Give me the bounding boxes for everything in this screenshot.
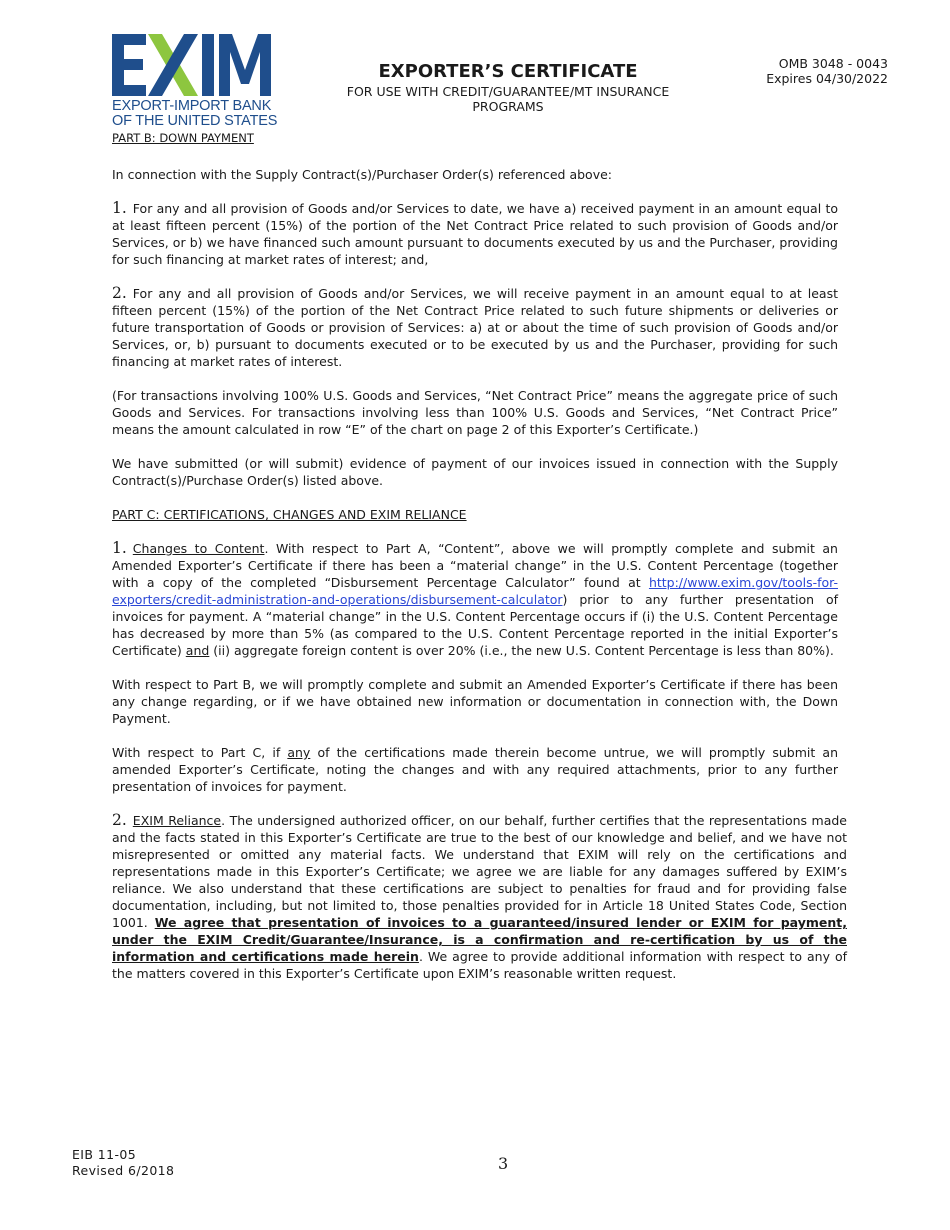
and-word: and (185, 643, 210, 658)
item-number: 1. (112, 199, 127, 217)
text-a: With respect to Part C, if (112, 745, 288, 760)
exim-logo (112, 34, 278, 129)
exim-wordmark-graphic (112, 34, 272, 96)
item-title: Changes to Content (132, 541, 265, 556)
item-text-b: ) prior to any further presentation of invoices for payment. A “material change” in the U.S. Content Percentage occurs if (i) the U.S. Content Percentage has decreased by more than 5% (as compared to the U.S. Content Percentage reported in the initial Exporter’s Certificate) (112, 592, 838, 658)
part-b-label: PART B: DOWN PAYMENT (112, 131, 254, 145)
any-word: any (287, 745, 311, 760)
item-text-c: (ii) aggregate foreign content is over 20% (i.e., the new U.S. Content Percentage is less than 80%). (209, 643, 834, 658)
document-subtitle: FOR USE WITH CREDIT/GUARANTEE/MT INSURANCE PROGRAMS (346, 84, 670, 114)
part-b-intro: In connection with the Supply Contract(s)/Purchaser Order(s) referenced above: (112, 167, 612, 182)
net-contract-price-note: (For transactions involving 100% U.S. Goods and Services, “Net Contract Price” means the aggregate price of such Goods and Services. For transactions involving less than 100% U.S. Goods and Services, “Net Contract Price” means the amount calculated in row “E” of the chart on page 2 of this Exporter’s Certificate.) (112, 388, 838, 437)
footer-form-info (72, 1147, 174, 1179)
revision-date: Revised 6/2018 (72, 1163, 175, 1178)
part-b-item-1 (112, 200, 838, 268)
item-number: 2. (112, 284, 127, 302)
item-title-end: . (264, 541, 269, 556)
text-b: of the certifications made therein become untrue, we will promptly submit an amended Exporter’s Certificate, noting the changes and with any required attachments, prior to any further presentation of invoices for payment. (112, 745, 838, 794)
item-number: 2. (112, 811, 127, 829)
item-text-b: . We agree to provide additional information with respect to any of the matters covered in this Exporter’s Certificate upon EXIM’s reasonable written request. (112, 949, 847, 981)
item-title-end: . (221, 813, 226, 828)
omb-number: OMB 3048 - 0043 (778, 56, 888, 71)
recertification-statement: We agree that presentation of invoices to a guaranteed/insured lender or EXIM for payment, under the EXIM Credit/Guarantee/Insurance, is a confirmation and re-certification by us of the information and certifications made herein (112, 915, 847, 964)
document-header (340, 61, 676, 114)
logo-line-united-states: OF THE UNITED STATES (112, 113, 278, 129)
form-number: EIB 11-05 (72, 1147, 137, 1162)
part-c-changes-para (112, 744, 838, 795)
part-b-changes-para: With respect to Part B, we will promptly complete and submit an Amended Exporter’s Certificate if there has been any change regarding, or if we have obtained new information or documentation in connection with, the Down Payment. (112, 677, 838, 726)
logo-letter-e (112, 34, 146, 96)
document-body (112, 166, 847, 999)
item-text-a: The undersigned authorized officer, on our behalf, further certifies that the representations made and the facts stated in this Exporter’s Certificate are true to the best of our knowledge and belief, and we have not misrepresented or omitted any material facts. We understand that EXIM will rely on the certifications and representations made in this Exporter’s Certificate; we agree we are liable for any damages suffered by EXIM’s reliance. We also understand that these certifications are subject to penalties for fraud and for providing false documentation, including, but not limited to, those penalties provided for in Article 18 United States Code, Section 1001. (112, 813, 847, 930)
part-b-item-2 (112, 285, 838, 370)
item-text: For any and all provision of Goods and/or Services, we will receive payment in an amount equal to at least fifteen percent (15%) of the portion of the Net Contract Price related to such future shipments or deliveries or future transportation of Goods or provision of Services: a) at or about the time of such provision of Goods and/or Services, or, b) pursuant to documents executed or to be executed by us and the Purchaser, providing for such financing at market rates of interest. (112, 286, 838, 369)
part-c-heading: PART C: CERTIFICATIONS, CHANGES AND EXIM RELIANCE (112, 507, 467, 522)
item-text: For any and all provision of Goods and/or Services to date, we have a) received payment in an amount equal to at least fifteen percent (15%) of the portion of the Net Contract Price related to such provision of Goods and/or Services, or b) we have financed such amount pursuant to documents executed by us and the Purchaser, providing for such financing at market rates of interest; and, (112, 201, 838, 267)
omb-block (766, 56, 888, 86)
item-number: 1. (112, 539, 127, 557)
disbursement-calculator-link[interactable]: http://www.exim.gov/tools-for-exporters/credit-administration-and-operations/disbursement-calculator (112, 575, 838, 607)
part-c-item-2 (112, 812, 847, 982)
item-title: EXIM Reliance (132, 813, 222, 828)
logo-line-export-import: EXPORT-IMPORT BANK (112, 98, 272, 114)
part-c-item-1 (112, 540, 838, 659)
logo-letter-m (219, 34, 271, 96)
omb-expiration: Expires 04/30/2022 (766, 71, 888, 86)
page-number: 3 (498, 1154, 509, 1173)
document-title: EXPORTER’S CERTIFICATE (378, 61, 638, 82)
evidence-of-payment: We have submitted (or will submit) evidence of payment of our invoices issued in connection with the Supply Contract(s)/Purchase Order(s) listed above. (112, 456, 838, 488)
logo-letter-i (202, 34, 214, 96)
item-text-a: With respect to Part A, “Content”, above we will promptly complete and submit an Amended Exporter’s Certificate if there has been a “material change” in the U.S. Content Percentage (together with a copy of the completed “Disbursement Percentage Calculator” found at (112, 541, 838, 590)
